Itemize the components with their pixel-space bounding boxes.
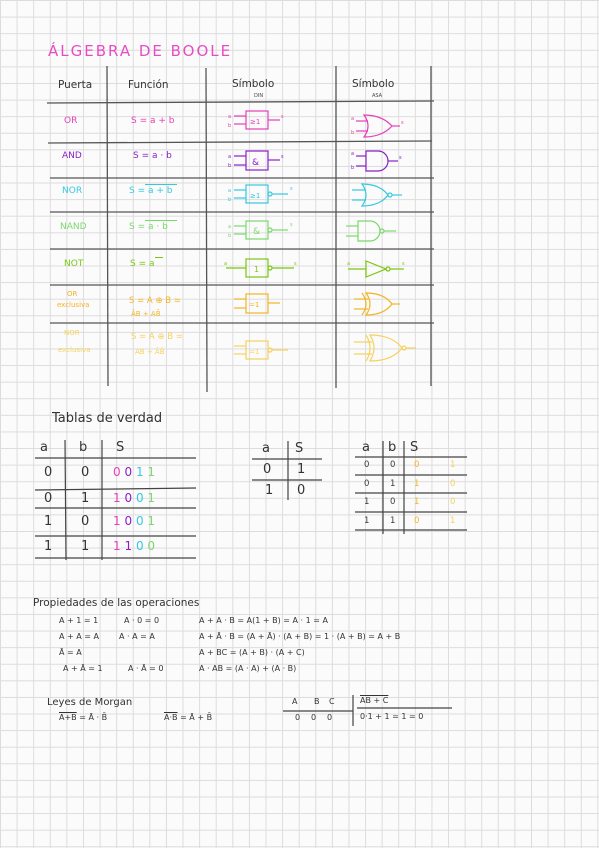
nand-din-symbol [222, 218, 302, 244]
nor-din-symbol [222, 182, 302, 208]
xnor-asa-symbol [350, 332, 420, 364]
xor-tt-header-a: a [362, 440, 370, 455]
svg-text:a: a [228, 188, 232, 194]
svg-text:a: a [228, 114, 232, 120]
svg-text:b: b [351, 130, 355, 136]
not-tt-row1-a: 0 [263, 462, 272, 477]
xor-tt-row1-s2: 1 [450, 460, 456, 470]
svg-text:b: b [351, 165, 355, 171]
svg-text:s: s [402, 261, 405, 267]
header-puerta: Puerta [58, 79, 93, 91]
morgan-example-expression: AB + C [360, 696, 389, 705]
morgan-example-header-a: A [292, 697, 298, 706]
page-title: ÁLGEBRA DE BOOLE [48, 42, 233, 60]
tt-row2-s: 1 0 0 1 [113, 491, 156, 505]
tt-row4-b: 1 [81, 539, 90, 554]
tt-row3-b: 0 [81, 514, 90, 529]
nand-overbar [145, 220, 177, 221]
gate-name-and: AND [62, 151, 82, 161]
xor-tt-row3-s2: 0 [450, 497, 456, 507]
tt-header-a: a [40, 440, 48, 455]
svg-text:b: b [228, 123, 232, 129]
svg-text:1: 1 [254, 265, 260, 274]
xor-tt-row1-a: 0 [364, 460, 370, 470]
header-simbolo-asa: Símbolo [352, 78, 395, 90]
nor-asa-symbol [346, 181, 410, 209]
svg-text:s: s [290, 186, 293, 192]
not-tt-header-s: S [295, 441, 304, 456]
or-din-symbol [222, 108, 302, 134]
morgan-example-evaluation: 0·1 + 1 = 1 = 0 [360, 712, 424, 721]
tt-row2-a: 0 [44, 491, 53, 506]
header-funcion: Función [128, 79, 169, 91]
svg-text:&: & [252, 158, 260, 168]
prop-left-1b: A · 0 = 0 [124, 616, 160, 625]
gate-function-not: S = a [130, 259, 155, 269]
gate-function-or: S = a + b [131, 116, 175, 126]
svg-text:a: a [228, 224, 232, 230]
xor-tt-row4-b: 1 [390, 516, 396, 526]
tt-row1-b: 0 [81, 465, 90, 480]
or-asa-symbol [350, 112, 410, 140]
tt-row4-s: 1 1 0 0 [113, 539, 156, 553]
prop-left-2a: A + A = A [59, 632, 99, 641]
prop-right-4: A · AB = (A · A) + (A · B) [199, 664, 297, 673]
svg-text:b: b [228, 197, 232, 203]
nor-overbar [145, 184, 177, 185]
tt-row2-b: 1 [81, 491, 90, 506]
not-tt-row1-s: 1 [297, 462, 306, 477]
morgan-heading: Leyes de Morgan [47, 697, 133, 708]
svg-text:s: s [294, 261, 297, 267]
svg-text:a: a [347, 261, 351, 267]
svg-text:=1: =1 [249, 348, 260, 356]
morgan-example-value-c: 0 [327, 713, 333, 722]
gate-name-xnor: NOR [64, 329, 80, 337]
tt-row3-a: 1 [44, 514, 53, 529]
morgan-example-value-b: 0 [311, 713, 317, 722]
xor-tt-row1-s1: 0 [414, 460, 420, 470]
gate-name-nor: NOR [62, 186, 83, 196]
gate-name-or: OR [64, 116, 78, 126]
xor-tt-row4-s1: 0 [414, 516, 420, 526]
gate-function-and: S = a · b [133, 151, 172, 161]
svg-text:a: a [351, 116, 355, 122]
xnor-din-symbol [222, 338, 302, 364]
gate-name-xnor-2: exclusiva [58, 346, 91, 354]
not-tt-row2-s: 0 [297, 483, 306, 498]
gate-function-nand: S = a · b [129, 222, 168, 232]
svg-text:a: a [351, 151, 355, 157]
xor-tt-row2-a: 0 [364, 479, 370, 489]
svg-text:a: a [224, 261, 228, 267]
gate-function-nor: S = a + b [129, 186, 173, 196]
gate-name-not: NOT [64, 259, 84, 269]
header-simbolo-din: Símbolo [232, 78, 275, 90]
xor-tt-row2-b: 1 [390, 479, 396, 489]
prop-left-2b: A · A = A [119, 632, 155, 641]
gate-name-xor: OR [67, 290, 78, 298]
gate-function-xnor-2: AB + ĀB̄ [135, 348, 165, 356]
xor-tt-row4-a: 1 [364, 516, 370, 526]
xor-asa-symbol [350, 290, 410, 318]
xor-tt-row2-s1: 1 [414, 479, 420, 489]
prop-left-4b: A · Ā = 0 [128, 664, 164, 673]
not-tt-header-a: a [262, 441, 270, 456]
prop-right-3: A + BC = (A + B) · (A + C) [199, 648, 305, 657]
header-simbolo-asa-sub: ASA [372, 93, 383, 99]
xor-tt-row1-b: 0 [390, 460, 396, 470]
not-din-symbol [220, 256, 304, 282]
svg-text:≥1: ≥1 [250, 192, 261, 200]
not-tt-row2-a: 1 [265, 483, 274, 498]
xor-tt-header-s: S [410, 440, 419, 455]
morgan-law-2: A·B = Ā + B̄ [164, 713, 213, 722]
gate-function-xor: S = A ⊕ B = [129, 296, 181, 306]
svg-text:&: & [253, 227, 261, 237]
prop-left-3a: Ā = A [59, 648, 82, 657]
properties-heading: Propiedades de las operaciones [33, 597, 200, 609]
svg-text:a: a [228, 154, 232, 160]
nand-asa-symbol [340, 217, 410, 245]
morgan-law-1: A+B = Ā · B̄ [59, 713, 108, 722]
tt-header-b: b [79, 440, 88, 455]
truth-tables-heading: Tablas de verdad [52, 411, 163, 426]
prop-right-2: A + Ā · B = (A + Ā) · (A + B) = 1 · (A + B) = A + B [199, 632, 401, 641]
svg-text:=1: =1 [249, 301, 260, 309]
svg-text:≥1: ≥1 [250, 118, 261, 126]
svg-text:s: s [290, 222, 293, 228]
gate-name-xor-2: exclusiva [57, 301, 90, 309]
tt-row3-s: 1 0 0 1 [113, 514, 156, 528]
svg-text:s: s [281, 154, 284, 160]
not-asa-symbol [344, 255, 414, 283]
tt-row1-a: 0 [44, 465, 53, 480]
and-asa-symbol [350, 147, 410, 175]
morgan-example-header-c: C [329, 697, 335, 706]
prop-right-1: A + A · B = A(1 + B) = A · 1 = A [199, 616, 328, 625]
svg-text:b: b [228, 233, 232, 239]
xor-tt-row3-s1: 1 [414, 497, 420, 507]
not-overbar [155, 257, 163, 258]
header-simbolo-din-sub: DIN [254, 93, 264, 99]
xor-din-symbol [222, 291, 302, 317]
svg-text:b: b [228, 163, 232, 169]
and-din-symbol [222, 148, 302, 174]
svg-text:s: s [399, 155, 402, 161]
xor-tt-row3-a: 1 [364, 497, 370, 507]
morgan-example-header-b: B [314, 697, 320, 706]
svg-text:s: s [401, 120, 404, 126]
gate-function-xor-2: ĀB + AB̄ [131, 310, 161, 318]
tt-row1-s: 0 0 1 1 [113, 465, 156, 479]
tt-header-s: S [116, 440, 125, 455]
gate-name-nand: NAND [60, 222, 87, 232]
xor-tt-row4-s2: 1 [450, 516, 456, 526]
xor-tt-row2-s2: 0 [450, 479, 456, 489]
prop-left-4a: A + Ā = 1 [63, 664, 103, 673]
prop-left-1a: A + 1 = 1 [59, 616, 99, 625]
xor-tt-header-b: b [388, 440, 397, 455]
xor-tt-row3-b: 0 [390, 497, 396, 507]
svg-text:s: s [281, 114, 284, 120]
tt-row4-a: 1 [44, 539, 53, 554]
gate-function-xnor: S = A ⊕ B = [131, 332, 183, 342]
morgan-example-value-a: 0 [295, 713, 301, 722]
